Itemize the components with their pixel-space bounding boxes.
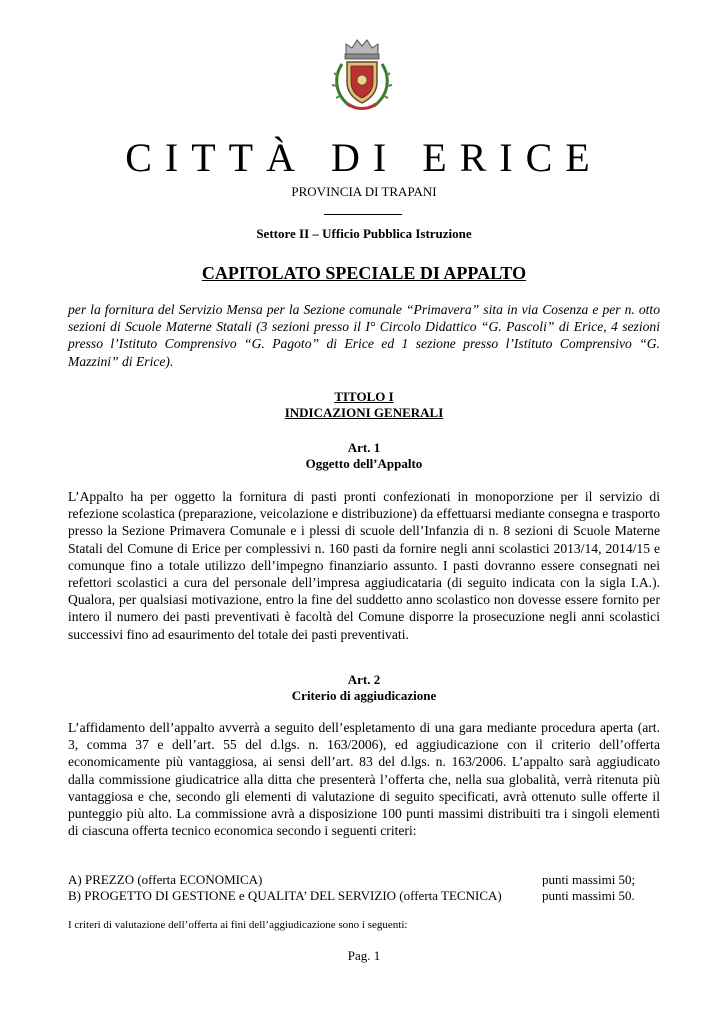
department-name: Settore II – Ufficio Pubblica Istruzione xyxy=(256,226,472,241)
art2-heading: Criterio di aggiudicazione xyxy=(291,688,437,703)
criteria-points: punti massimi 50; xyxy=(542,872,636,887)
titolo-number: TITOLO I xyxy=(334,389,394,404)
page-number: Pag. 1 xyxy=(347,948,381,963)
criteria-list xyxy=(68,872,660,904)
document-title: CAPITOLATO SPECIALE DI APPALTO xyxy=(201,263,527,283)
city-name: CITTÀ DI ERICE xyxy=(125,135,603,180)
criteria-note: I criteri di valutazione dell’offerta ai fini dell’aggiudicazione sono i seguenti: xyxy=(68,919,408,931)
coat-of-arms-icon xyxy=(328,36,396,112)
criteria-points: punti massimi 50. xyxy=(542,888,635,903)
criteria-label: B) PROGETTO DI GESTIONE e QUALITA’ DEL SERVIZIO (offerta TECNICA) xyxy=(68,888,502,903)
titolo-name: INDICAZIONI GENERALI xyxy=(284,405,444,420)
art1-heading: Oggetto dell’Appalto xyxy=(305,456,423,471)
art2-paragraph: L’affidamento dell’appalto avverrà a seguito dell’espletamento di una gara mediante procedura aperta (art. 3, comma 37 e dell’art. 55 del d.lgs. n. 163/2006), ed aggiudicazione con il criterio dell’offerta economicamente più vantaggiosa, ai sensi dell’art. 83 del d.lgs. n. 163/2006. L’appalto sarà aggiudicato dalla commissione giudicatrice alla ditta che presenterà l’offerta che, nella sua globalità, verrà ritenuta più vantaggiosa e che, secondo gli elementi di valutazione di seguito specificati, avrà ottenuto sulle offerte il punteggio più alto. La commissione avrà a disposizione 100 punti massimi distribuiti tra i singoli elementi di ciascuna offerta tecnico economica secondo i seguenti criteri: xyxy=(68,720,660,839)
header-divider xyxy=(324,214,402,215)
criteria-label: A) PREZZO (offerta ECONOMICA) xyxy=(68,872,263,887)
art2-number: Art. 2 xyxy=(347,672,381,687)
art1-paragraph: L’Appalto ha per oggetto la fornitura di pasti pronti confezionati in monoporzione per il servizio di refezione scolastica (preparazione, veicolazione e distribuzione) da effettuarsi mediante consegna e trasporto presso la Sezione Primavera Comunale e i plessi di scuole dell’Infanzia di n. 8 sezioni di Scuole Materne Statali del Comune di Erice per complessivi n. 160 pasti da fornire negli anni scolastici 2013/14, 2014/15 e comunque fino a totale utilizzo dell’impegno finanziario assunto. I pasti dovranno essere consegnati nei refettori scolastici a cura del personale dell’impresa aggiudicataria (di seguito indicata con la sigla I.A.). Qualora, per qualsiasi motivazione, entro la fine del suddetto anno scolastico non dovesse essere fornito per intero il numero dei pasti preventivati è facoltà del Comune disporre la prosecuzione negli anni scolastici successivi fino ad esaurimento del totale dei pasti preventivati. xyxy=(68,489,660,642)
criteria-row xyxy=(68,872,660,888)
province-name: PROVINCIA DI TRAPANI xyxy=(291,184,437,199)
intro-paragraph: per la fornitura del Servizio Mensa per la Sezione comunale “Primavera” sita in via Cosenza e per n. otto sezioni di Scuole Materne Statali (3 sezioni presso il I° Circolo Didattico “G. Pascoli” di Erice, 4 sezioni presso l’Istituto Comprensivo “G. Pagoto” di Erice ed 1 sezione presso l’Istituto Comprensivo “G. Mazzini” di Erice). xyxy=(68,302,660,369)
criteria-row xyxy=(68,888,660,904)
art1-number: Art. 1 xyxy=(347,440,381,455)
